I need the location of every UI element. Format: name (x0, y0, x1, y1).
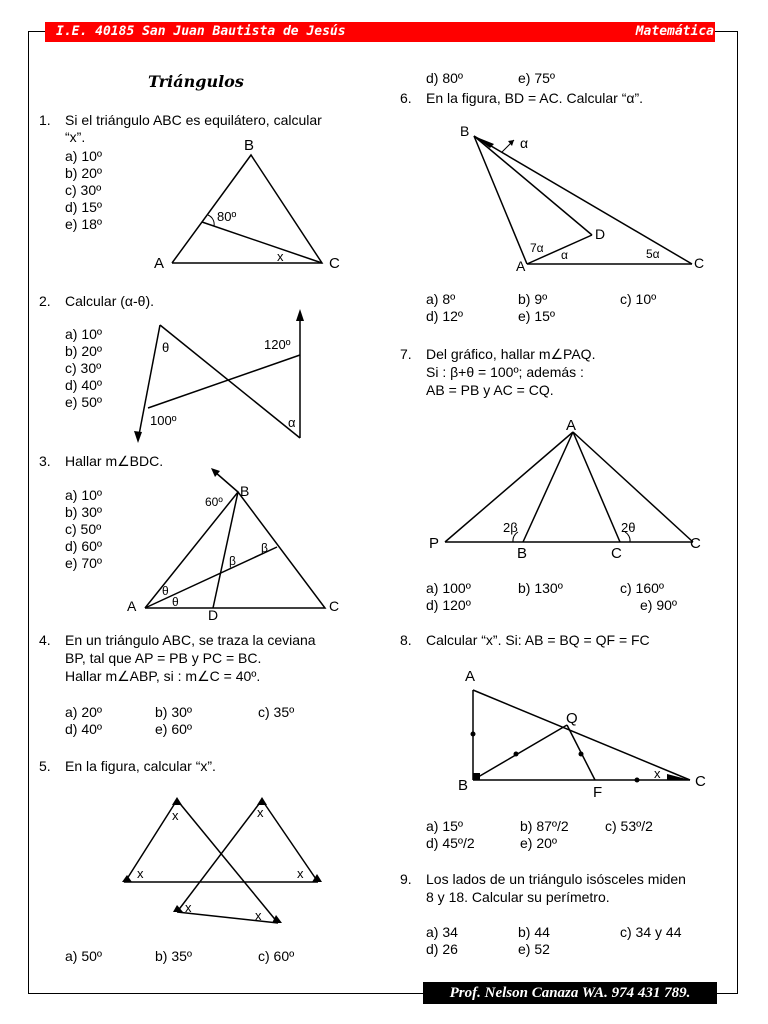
problem-8-option: e) 20º (520, 835, 558, 851)
problem-2-option: c) 30º (65, 360, 102, 376)
problem-2-option: a) 10º (65, 326, 103, 342)
problem-1-option: a) 10º (65, 148, 103, 164)
fig6-5a: 5α (646, 247, 660, 261)
problem-8-option: d) 45º/2 (426, 835, 475, 851)
problem-4-option: b) 30º (155, 704, 193, 720)
problem-2-figure (130, 305, 315, 450)
fig6-c: C (694, 255, 705, 271)
fig5-x: x (255, 908, 262, 923)
problem-1-option: d) 15º (65, 199, 103, 215)
problem-2-option: b) 20º (65, 343, 103, 359)
problem-4-option: a) 20º (65, 704, 103, 720)
problem-9-option: d) 26 (426, 941, 458, 957)
problem-9-number: 9. (400, 871, 412, 887)
fig5-x: x (257, 805, 264, 820)
fig5-x: x (185, 900, 192, 915)
fig1-label-a: A (154, 255, 165, 270)
problem-4-option: c) 35º (258, 704, 295, 720)
problem-5-option: d) 80º (426, 70, 464, 86)
fig6-7a: 7α (530, 241, 544, 255)
problem-7-text-3: AB = PB y AC = CQ. (426, 382, 554, 398)
problem-6-option: b) 9º (518, 291, 548, 307)
fig1-x: x (277, 249, 284, 264)
problem-7-option: e) 90º (640, 597, 678, 613)
problem-3-number: 3. (39, 453, 51, 469)
problem-3-option: b) 30º (65, 504, 103, 520)
problem-5-figure (115, 790, 330, 930)
fig6-alpha: α (520, 135, 529, 151)
problem-5-option: b) 35º (155, 948, 193, 964)
fig8-c: C (695, 773, 706, 790)
fig8-a: A (465, 668, 476, 685)
problem-4-text-2: BP, tal que AP = PB y PC = BC. (65, 650, 262, 666)
fig8-x: x (654, 766, 661, 781)
problem-6-number: 6. (400, 90, 412, 106)
problem-9-text-2: 8 y 18. Calcular su perímetro. (426, 889, 610, 905)
problem-7-number: 7. (400, 346, 412, 362)
problem-3-option: e) 70º (65, 555, 103, 571)
fig7-2b: 2β (503, 520, 518, 535)
problem-6-option: c) 10º (620, 291, 657, 307)
problem-5-option: c) 60º (258, 948, 295, 964)
fig6-alpha2: α (561, 248, 568, 262)
school-name: I.E. 40185 San Juan Bautista de Jesús (56, 24, 346, 39)
fig1-label-b: B (244, 137, 255, 154)
problem-8-option: c) 53º/2 (605, 818, 653, 834)
problem-2-number: 2. (39, 293, 51, 309)
problem-3-option: a) 10º (65, 487, 103, 503)
subject-name: Matemática (635, 24, 714, 39)
problem-2-text: Calcular (α-θ). (65, 293, 154, 309)
fig6-d: D (595, 226, 606, 242)
fig5-x: x (172, 808, 179, 823)
fig5-x: x (297, 866, 304, 881)
problem-8-option: a) 15º (426, 818, 464, 834)
problem-4-option: e) 60º (155, 721, 193, 737)
fig7-p: P (429, 535, 440, 552)
problem-3-option: d) 60º (65, 538, 103, 554)
problem-5-text: En la figura, calcular “x”. (65, 758, 216, 774)
fig7-2t: 2θ (621, 520, 636, 535)
problem-2-option: d) 40º (65, 377, 103, 393)
fig3-beta1: β (229, 554, 236, 568)
fig7-q: C (690, 535, 701, 552)
fig3-theta1: θ (162, 584, 169, 598)
left-rule (28, 31, 29, 993)
fig2-100: 100º (150, 413, 177, 428)
fig6-a: A (516, 258, 526, 274)
fig1-angle: 80º (217, 209, 237, 224)
fig2-theta: θ (162, 340, 170, 355)
fig7-a: A (566, 417, 577, 434)
problem-1-option: c) 30º (65, 182, 102, 198)
problem-7-option: a) 100º (426, 580, 471, 596)
fig1-label-c: C (329, 255, 340, 270)
problem-6-text: En la figura, BD = AC. Calcular “α”. (426, 90, 644, 106)
problem-4-number: 4. (39, 632, 51, 648)
fig7-b: B (517, 545, 528, 562)
problem-4-option: d) 40º (65, 721, 103, 737)
problem-7-figure (425, 412, 710, 562)
problem-6-figure (452, 118, 712, 278)
fig8-q: Q (566, 710, 578, 727)
fig2-120: 120º (264, 337, 291, 352)
problem-5-option: e) 75º (518, 70, 556, 86)
fig3-60: 60º (205, 495, 223, 509)
problem-8-text: Calcular “x”. Si: AB = BQ = QF = FC (426, 632, 650, 648)
fig3-theta2: θ (172, 595, 179, 609)
fig3-b: B (240, 483, 250, 499)
problem-8-number: 8. (400, 632, 412, 648)
problem-7-text-2: Si : β+θ = 100º; además : (426, 364, 584, 380)
problem-3-text: Hallar m∠BDC. (65, 453, 164, 469)
problem-1-option: b) 20º (65, 165, 103, 181)
problem-6-option: a) 8º (426, 291, 456, 307)
problem-7-text: Del gráfico, hallar m∠PAQ. (426, 346, 596, 362)
problem-9-option: b) 44 (518, 924, 550, 940)
fig8-b: B (458, 777, 469, 794)
problem-1-text-2: “x”. (65, 129, 86, 145)
author-footer: Prof. Nelson Canaza WA. 974 431 789. (423, 982, 717, 1004)
problem-5-option: a) 50º (65, 948, 103, 964)
fig3-beta2: β (261, 541, 268, 555)
problem-9-option: c) 34 y 44 (620, 924, 682, 940)
fig2-alpha: α (288, 415, 296, 430)
problem-1-text: Si el triángulo ABC es equilátero, calcular (65, 112, 322, 128)
problem-1-figure (150, 135, 350, 270)
page-title: Triángulos (148, 72, 244, 91)
fig6-b: B (460, 123, 470, 139)
problem-8-option: b) 87º/2 (520, 818, 569, 834)
problem-1-option: e) 18º (65, 216, 103, 232)
right-rule (737, 31, 738, 993)
problem-1-number: 1. (39, 112, 51, 128)
fig3-a: A (127, 598, 137, 614)
problem-3-figure (125, 462, 350, 622)
fig7-c: C (611, 545, 622, 562)
problem-6-option: e) 15º (518, 308, 556, 324)
problem-2-option: e) 50º (65, 394, 103, 410)
problem-4-text-3: Hallar m∠ABP, si : m∠C = 40º. (65, 668, 261, 684)
problem-9-option: a) 34 (426, 924, 458, 940)
fig3-d: D (208, 607, 219, 622)
problem-9-text: Los lados de un triángulo isósceles miden (426, 871, 686, 887)
fig3-c: C (329, 598, 340, 614)
problem-6-option: d) 12º (426, 308, 464, 324)
problem-9-option: e) 52 (518, 941, 550, 957)
problem-7-option: c) 160º (620, 580, 665, 596)
problem-5-number: 5. (39, 758, 51, 774)
fig5-x: x (137, 866, 144, 881)
problem-7-option: d) 120º (426, 597, 471, 613)
problem-4-text: En un triángulo ABC, se traza la ceviana (65, 632, 316, 648)
problem-7-option: b) 130º (518, 580, 563, 596)
fig8-f: F (593, 784, 603, 801)
problem-8-figure (455, 662, 715, 802)
problem-3-option: c) 50º (65, 521, 102, 537)
